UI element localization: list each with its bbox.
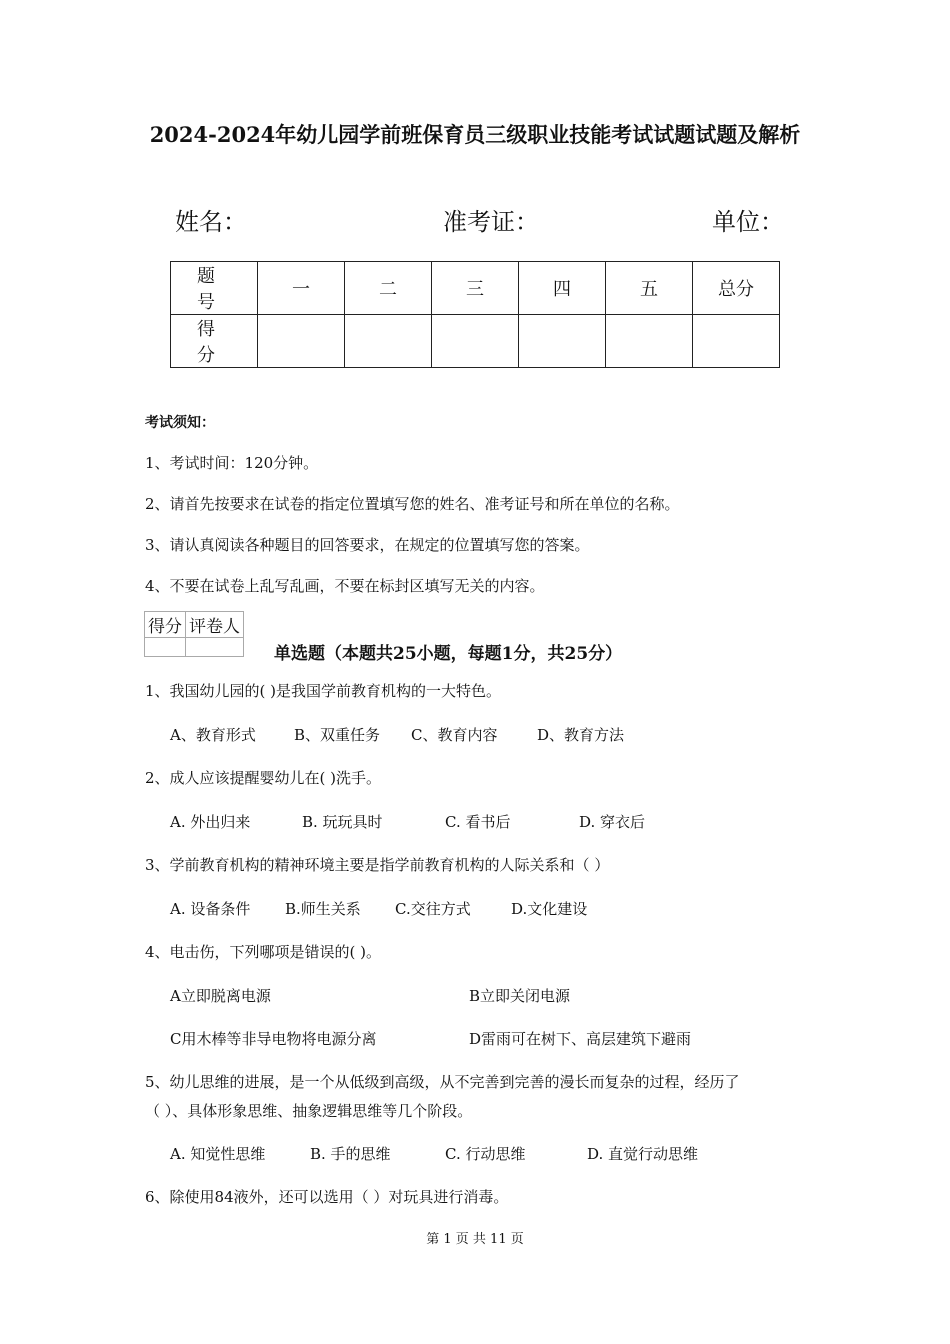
question-stem: 2、成人应该提醒婴幼儿在( )洗手。: [145, 769, 382, 787]
question-option: A立即脱离电源: [170, 987, 271, 1005]
notice-item: 1、考试时间：120分钟。: [145, 454, 319, 472]
question-stem: 5、幼儿思维的进展，是一个从低级到高级，从不完善到完善的漫长而复杂的过程，经历了: [145, 1073, 740, 1091]
question-option: A、教育形式: [170, 726, 256, 744]
question-option: C用木棒等非导电物将电源分离: [170, 1030, 377, 1048]
score-header-cell: 一: [258, 262, 345, 315]
question-option: B、双重任务: [294, 726, 381, 744]
grader-reviewer-cell[interactable]: [186, 638, 244, 657]
score-cell[interactable]: [519, 315, 606, 368]
grader-score-cell[interactable]: [145, 638, 186, 657]
grader-score-label: 得分: [145, 612, 186, 638]
score-cell[interactable]: [432, 315, 519, 368]
unit-label: 单位：: [712, 208, 784, 236]
score-header-cell: 四: [519, 262, 606, 315]
score-cell[interactable]: [693, 315, 780, 368]
question-option: B. 手的思维: [310, 1145, 391, 1163]
score-cell[interactable]: [258, 315, 345, 368]
score-cell[interactable]: [606, 315, 693, 368]
question-option: D雷雨可在树下、高层建筑下避雨: [469, 1030, 692, 1048]
notice-item: 3、请认真阅读各种题目的回答要求，在规定的位置填写您的答案。: [145, 536, 590, 554]
score-cell[interactable]: [345, 315, 432, 368]
score-row-label: 得 分: [171, 315, 258, 368]
section-title: 单选题（本题共25小题，每题1分，共25分）: [274, 644, 623, 664]
question-option: C. 看书后: [445, 813, 511, 831]
question-option: C、教育内容: [411, 726, 498, 744]
question-option: D.文化建设: [511, 900, 588, 918]
question-option: C.交往方式: [395, 900, 471, 918]
page-footer: 第 1 页 共 11 页: [426, 1232, 524, 1247]
question-option: B立即关闭电源: [469, 987, 571, 1005]
name-label: 姓名：: [175, 208, 247, 236]
question-stem-continued: （ ）、具体形象思维、抽象逻辑思维等几个阶段。: [145, 1102, 473, 1120]
notice-heading: 考试须知：: [145, 415, 215, 431]
question-option: C. 行动思维: [445, 1145, 526, 1163]
score-value-row: [171, 315, 780, 368]
grader-reviewer-label: 评卷人: [186, 612, 244, 638]
question-option: B. 玩玩具时: [302, 813, 383, 831]
score-table: [170, 261, 780, 368]
question-stem: 6、除使用84液外，还可以选用（ ）对玩具进行消毒。: [145, 1188, 509, 1206]
question-option: A. 设备条件: [170, 900, 251, 918]
question-stem: 3、学前教育机构的精神环境主要是指学前教育机构的人际关系和（ ）: [145, 856, 610, 874]
question-stem: 1、我国幼儿园的( )是我国学前教育机构的一大特色。: [145, 682, 502, 700]
question-option: D. 直觉行动思维: [587, 1145, 699, 1163]
question-option: D. 穿衣后: [579, 813, 646, 831]
score-header-cell: 五: [606, 262, 693, 315]
document-title: 2024-2024年幼儿园学前班保育员三级职业技能考试试题试题及解析: [149, 122, 801, 147]
question-option: A. 知觉性思维: [170, 1145, 266, 1163]
exam-id-label: 准考证：: [443, 208, 539, 236]
score-header-cell: 总分: [693, 262, 780, 315]
notice-item: 2、请首先按要求在试卷的指定位置填写您的姓名、准考证号和所在单位的名称。: [145, 495, 680, 513]
question-stem: 4、电击伤，下列哪项是错误的( )。: [145, 943, 382, 961]
score-header-cell: 二: [345, 262, 432, 315]
question-option: A. 外出归来: [170, 813, 251, 831]
question-option: D、教育方法: [537, 726, 625, 744]
grader-box: [144, 611, 244, 657]
score-header-row: [171, 262, 780, 315]
score-header-cell: 三: [432, 262, 519, 315]
question-option: B.师生关系: [285, 900, 361, 918]
notice-item: 4、不要在试卷上乱写乱画，不要在标封区填写无关的内容。: [145, 577, 545, 595]
score-header-cell: 题 号: [171, 262, 258, 315]
